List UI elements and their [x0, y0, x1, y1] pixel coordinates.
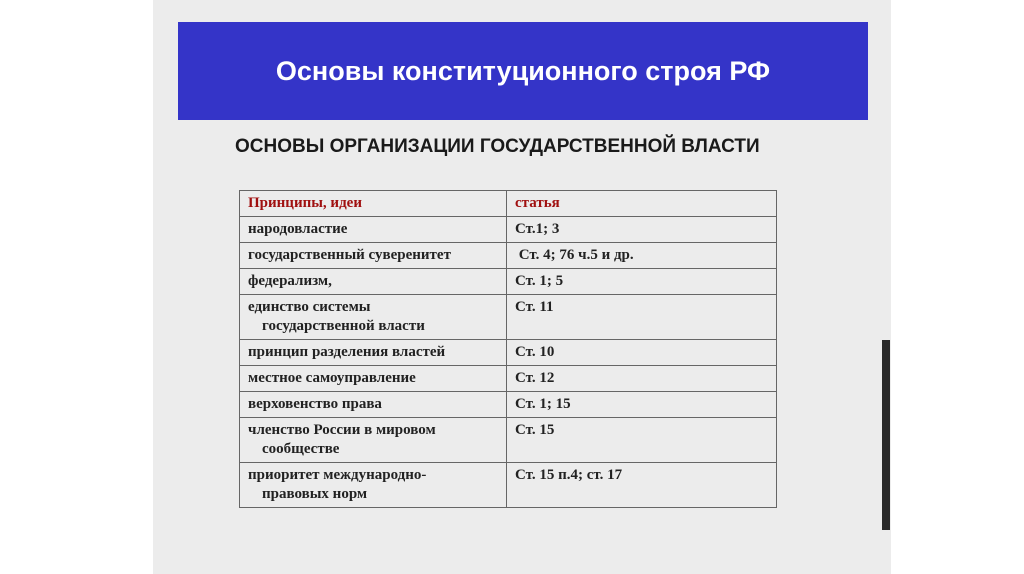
article-cell: Ст. 10	[507, 340, 777, 366]
article-cell: Ст. 1; 15	[507, 392, 777, 418]
principle-cell	[240, 392, 507, 418]
article-cell: Ст.1; 3	[507, 217, 777, 243]
principle-text: приоритет международно-	[248, 467, 427, 483]
principle-cell	[240, 269, 507, 295]
slide	[153, 0, 891, 574]
principle-cell	[240, 295, 507, 340]
article-cell: Ст. 11	[507, 295, 777, 340]
table-row	[240, 217, 777, 243]
principle-cell	[240, 463, 507, 508]
table-row	[240, 340, 777, 366]
table-row	[240, 366, 777, 392]
table-row	[240, 418, 777, 463]
principle-text: верховенство права	[248, 396, 382, 412]
principle-text: членство России в мировом	[248, 422, 436, 438]
principle-cell	[240, 243, 507, 269]
table-row	[240, 243, 777, 269]
principle-text-continued: государственной власти	[262, 318, 425, 334]
title-banner	[178, 22, 868, 120]
principle-text-continued: сообществе	[262, 441, 340, 457]
table-row	[240, 392, 777, 418]
table-row	[240, 269, 777, 295]
principle-text: единство системы	[248, 299, 371, 315]
article-cell: Ст. 4; 76 ч.5 и др.	[507, 243, 777, 269]
table-row	[240, 295, 777, 340]
column-header-article: статья	[507, 191, 777, 217]
slide-title: Основы конституционного строя РФ	[275, 55, 771, 86]
table-row	[240, 463, 777, 508]
principle-cell	[240, 418, 507, 463]
principle-text: местное самоуправление	[248, 370, 416, 386]
article-cell: Ст. 15	[507, 418, 777, 463]
vertical-scrollbar[interactable]	[882, 340, 890, 530]
principle-text-continued: правовых норм	[262, 486, 368, 502]
principle-text: федерализм,	[248, 273, 332, 289]
principle-cell	[240, 366, 507, 392]
table-header-row	[240, 191, 777, 217]
principle-cell	[240, 217, 507, 243]
principle-cell	[240, 340, 507, 366]
article-cell: Ст. 12	[507, 366, 777, 392]
article-cell: Ст. 15 п.4; ст. 17	[507, 463, 777, 508]
principles-table	[239, 190, 777, 508]
principle-text: государственный суверенитет	[248, 247, 451, 263]
column-header-principles: Принципы, идеи	[240, 191, 507, 217]
principle-text: принцип разделения властей	[248, 344, 446, 360]
principle-text: народовластие	[248, 221, 348, 237]
article-cell: Ст. 1; 5	[507, 269, 777, 295]
section-subtitle: ОСНОВЫ ОРГАНИЗАЦИИ ГОСУДАРСТВЕННОЙ ВЛАСТИ	[235, 136, 760, 157]
